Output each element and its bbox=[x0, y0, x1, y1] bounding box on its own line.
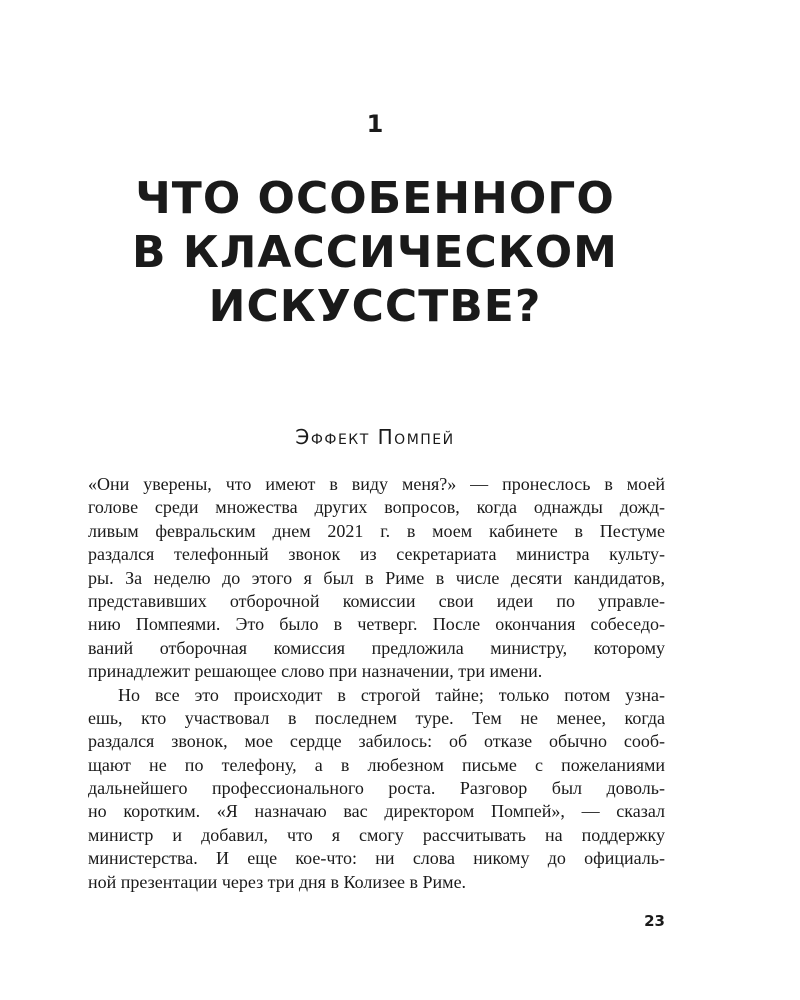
body-text bbox=[88, 473, 665, 894]
text-line: ливым февральским днем 2021 г. в моем кабинете в Пестуме bbox=[88, 520, 665, 541]
chapter-title-line: ИСКУССТВЕ? bbox=[208, 281, 542, 332]
chapter-title-line: ЧТО ОСОБЕННОГО bbox=[135, 173, 615, 224]
text-line: представивших отборочной комиссии свои идеи по управле- bbox=[88, 590, 665, 611]
text-line: Но все это происходит в строгой тайне; только потом узна- bbox=[118, 684, 665, 705]
chapter-title-line: В КЛАССИЧЕСКОМ bbox=[132, 227, 618, 278]
page-number: 23 bbox=[644, 912, 665, 930]
chapter-number: 1 bbox=[366, 110, 384, 138]
text-line: ры. За неделю до этого я был в Риме в числе десяти кандидатов, bbox=[88, 567, 665, 588]
text-line: дальнейшего профессионального роста. Разговор был доволь- bbox=[88, 778, 665, 799]
text-line: голове среди множества других вопросов, когда однажды дожд- bbox=[88, 497, 665, 518]
text-line: нию Помпеями. Это было в четверг. После окончания собеседо- bbox=[88, 614, 665, 635]
text-line: ваний отборочная комиссия предложила министру, которому bbox=[88, 637, 665, 658]
text-line: министр и добавил, что я смогу рассчитывать на поддержку bbox=[88, 824, 665, 845]
text-line: раздался телефонный звонок из секретариата министра культу- bbox=[88, 544, 665, 565]
text-line: «Они уверены, что имеют в виду меня?» — пронеслось в моей bbox=[88, 474, 665, 494]
text-line: принадлежит решающее слово при назначении, три имени. bbox=[88, 661, 543, 682]
text-line: ной презентации через три дня в Колизее в Риме. bbox=[88, 871, 467, 892]
text-line: министерства. И еще кое-что: ни слова никому до официаль- bbox=[88, 848, 665, 869]
chapter-title bbox=[0, 172, 750, 334]
text-line: ешь, кто участвовал в последнем туре. Тем не менее, когда bbox=[88, 707, 665, 728]
text-line: щают не по телефону, а в любезном письме с пожеланиями bbox=[88, 754, 665, 775]
text-line: но коротким. «Я назначаю вас директором Помпей», — сказал bbox=[88, 801, 665, 822]
paragraph bbox=[88, 473, 665, 684]
paragraph bbox=[88, 684, 665, 895]
section-title: Эффект Помпей bbox=[295, 425, 455, 449]
text-line: раздался звонок, мое сердце забилось: об отказе обычно сооб- bbox=[88, 731, 665, 752]
